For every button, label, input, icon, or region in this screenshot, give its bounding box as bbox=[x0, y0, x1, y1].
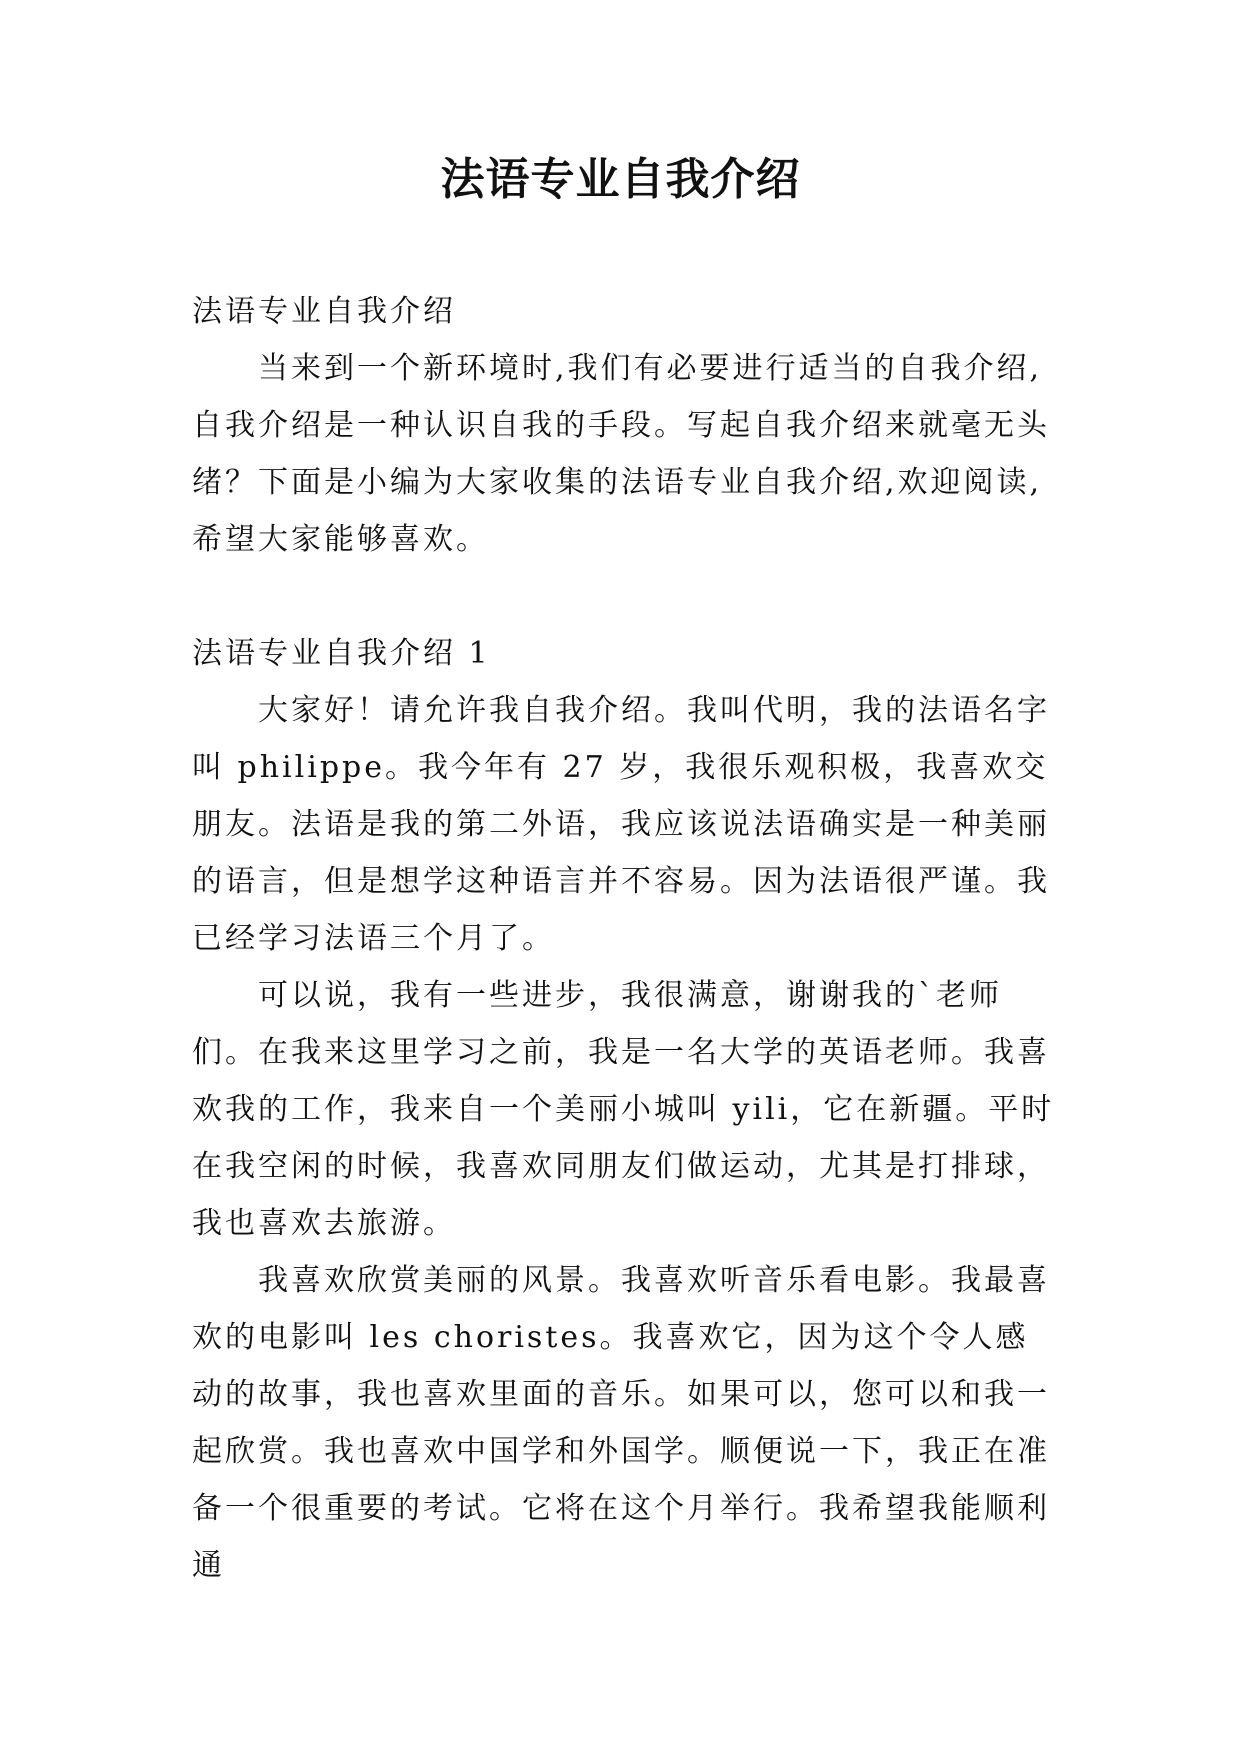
section1-paragraph-2: 可以说，我有一些进步，我很满意，谢谢我的`老师们。在我来这里学习之前，我是一名大学的英语老师。我喜欢我的工作，我来自一个美丽小城叫 yili，它在新疆。平时在我空闲的时候，我喜欢同朋友们做运动，尤其是打排球，我也喜欢去旅游。 bbox=[192, 978, 1055, 1241]
intro-heading: 法语专业自我介绍 bbox=[192, 294, 456, 329]
document-body bbox=[192, 283, 1058, 1594]
section1-paragraph-3: 我喜欢欣赏美丽的风景。我喜欢听音乐看电影。我最喜欢的电影叫 les choristes。我喜欢它，因为这个令人感动的故事，我也喜欢里面的音乐。如果可以，您可以和我一起欣赏。我也喜欢中国学和外国学。顺便说一下，我正在准备一个很重要的考试。它将在这个月举行。我希望我能顺利通 bbox=[192, 1263, 1050, 1583]
section1-paragraph-1: 大家好！请允许我自我介绍。我叫代明，我的法语名字叫 philippe。我今年有 27 岁，我很乐观积极，我喜欢交朋友。法语是我的第二外语，我应该说法语确实是一种美丽的语言，但是想学这种语言并不容易。因为法语很严谨。我已经学习法语三个月了。 bbox=[192, 693, 1050, 956]
section1-heading: 法语专业自我介绍 1 bbox=[192, 636, 491, 671]
intro-paragraph: 当来到一个新环境时,我们有必要进行适当的自我介绍,自我介绍是一种认识自我的手段。写起自我介绍来就毫无头绪？下面是小编为大家收集的法语专业自我介绍,欢迎阅读,希望大家能够喜欢。 bbox=[192, 351, 1050, 557]
section-spacer bbox=[192, 568, 1058, 625]
document-title: 法语专业自我介绍 bbox=[440, 154, 801, 205]
